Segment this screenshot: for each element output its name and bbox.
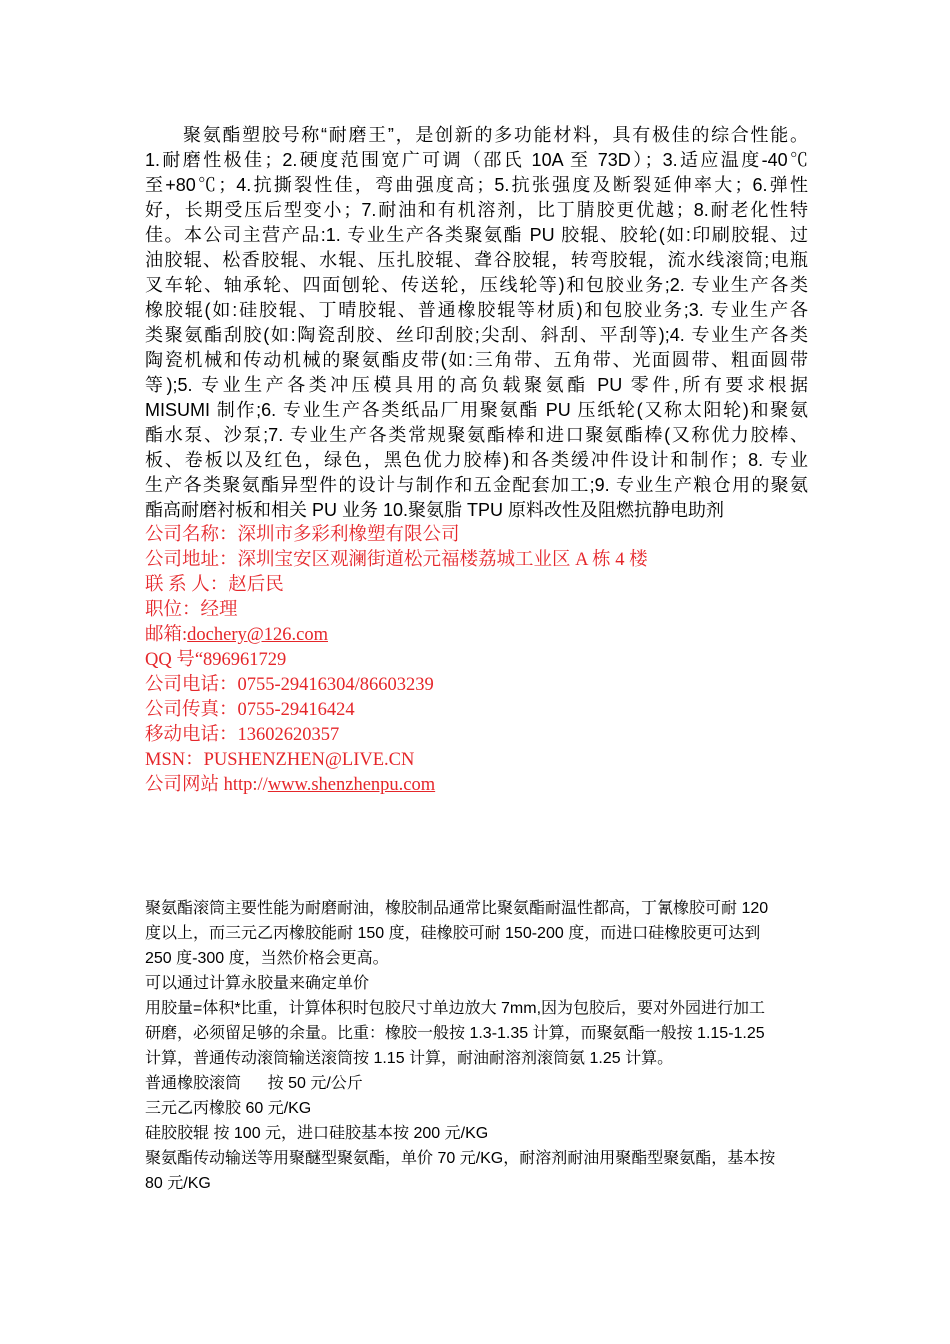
notes-line: 聚氨酯传动输送等用聚醚型聚氨酯，单价 70 元/KG，耐溶剂耐油用聚酯型聚氨酯，基本按 xyxy=(145,1150,776,1167)
notes-line: 普通橡胶滚筒 按 50 元/公斤 xyxy=(145,1075,363,1092)
contact-position: 职位：经理 xyxy=(145,600,238,620)
notes-line: 研磨，必须留足够的余量。比重：橡胶一般按 1.3-1.35 计算，而聚氨酯一般按 1.15-1.25 xyxy=(145,1025,765,1042)
intro-line: 至+80℃；4.抗撕裂性佳，弯曲强度高；5.抗张强度及断裂延伸率大；6.弹性 xyxy=(145,175,808,195)
intro-line: 酯高耐磨衬板和相关 PU 业务 10.聚氨脂 TPU 原料改性及阻燃抗静电助剂 xyxy=(145,500,725,520)
notes-line: 计算，普通传动滚筒输送滚筒按 1.15 计算，耐油耐溶剂滚筒氨 1.25 计算。 xyxy=(145,1050,674,1067)
intro-line: 聚氨酯塑胶号称“耐磨王”，是创新的多功能材料，具有极佳的综合性能。 xyxy=(183,125,808,145)
website-line xyxy=(145,773,845,798)
company-name: 公司名称：深圳市多彩利橡塑有限公司 xyxy=(145,525,460,545)
intro-line: 1.耐磨性极佳；2.硬度范围宽广可调（邵氏 10A 至 73D）；3.适应温度-40℃ xyxy=(145,150,808,170)
intro-line: 类聚氨酯刮胶(如:陶瓷刮胶、丝印刮胶;尖刮、斜刮、平刮等);4. 专业生产各类 xyxy=(145,325,808,345)
intro-line: MISUMI 制作;6. 专业生产各类纸品厂用聚氨酯 PU 压纸轮(又称太阳轮)和聚氨 xyxy=(145,400,808,420)
intro-line: 好，长期受压后型变小；7.耐油和有机溶剂，比丁腈胶更优越；8.耐老化性特 xyxy=(145,200,808,220)
notes-line: 聚氨酯滚筒主要性能为耐磨耐油，橡胶制品通常比聚氨酯耐温性都高，丁氰橡胶可耐 120 xyxy=(145,900,769,917)
msn-account: MSN：PUSHENZHEN@LIVE.CN xyxy=(145,750,415,770)
intro-line: 油胶辊、松香胶辊、水辊、压扎胶辊、聋谷胶辊，转弯胶辊，流水线滚筒;电瓶 xyxy=(145,250,808,270)
intro-line: 等);5. 专业生产各类冲压模具用的高负载聚氨酯 PU 零件,所有要求根据 xyxy=(145,375,808,395)
intro-line: 板、卷板以及红色，绿色，黑色优力胶棒)和各类缓冲件设计和制作；8. 专业 xyxy=(145,450,808,470)
notes-line: 250 度-300 度，当然价格会更高。 xyxy=(145,950,389,967)
intro-line: 橡胶辊(如:硅胶辊、丁晴胶辊、普通橡胶辊等材质)和包胶业务;3. 专业生产各 xyxy=(145,300,808,320)
qq-number: QQ 号“896961729 xyxy=(145,650,287,670)
email-link[interactable]: dochery@126.com xyxy=(187,625,328,645)
notes-line: 三元乙丙橡胶 60 元/KG xyxy=(145,1100,312,1117)
mobile-phone: 移动电话：13602620357 xyxy=(145,725,340,745)
pricing-notes xyxy=(145,896,835,1196)
contact-info xyxy=(145,523,845,798)
notes-line: 度以上，而三元乙丙橡胶能耐 150 度，硅橡胶可耐 150-200 度，而进口硅橡胶更可达到 xyxy=(145,925,761,942)
website-link[interactable]: www.shenzhenpu.com xyxy=(267,775,436,795)
email-label: 邮箱: xyxy=(145,625,188,645)
company-phone: 公司电话：0755-29416304/86603239 xyxy=(145,675,434,695)
notes-line: 80 元/KG xyxy=(145,1175,211,1192)
website-label: 公司网站 http:// xyxy=(145,775,268,795)
notes-line: 用胶量=体积*比重，计算体积时包胶尺寸单边放大 7mm,因为包胶后，要对外园进行加工 xyxy=(145,1000,766,1017)
notes-line: 硅胶胶辊 按 100 元，进口硅胶基本按 200 元/KG xyxy=(145,1125,489,1142)
notes-line: 可以通过计算永胶量来确定单价 xyxy=(145,975,370,992)
intro-paragraph xyxy=(145,123,808,523)
intro-line: 佳。本公司主营产品:1. 专业生产各类聚氨酯 PU 胶辊、胶轮(如:印刷胶辊、过 xyxy=(145,225,808,245)
company-fax: 公司传真：0755-29416424 xyxy=(145,700,355,720)
intro-line: 生产各类聚氨酯异型件的设计与制作和五金配套加工;9. 专业生产粮仓用的聚氨 xyxy=(145,475,808,495)
contact-person: 联 系 人：赵后民 xyxy=(145,575,284,595)
company-address: 公司地址：深圳宝安区观澜街道松元福楼荔城工业区 A 栋 4 楼 xyxy=(145,550,648,570)
intro-line: 陶瓷机械和传动机械的聚氨酯皮带(如:三角带、五角带、光面圆带、粗面圆带 xyxy=(145,350,808,370)
email-line xyxy=(145,623,845,648)
intro-line: 叉车轮、轴承轮、四面刨轮、传送轮，压线轮等)和包胶业务;2. 专业生产各类 xyxy=(145,275,808,295)
intro-line: 酯水泵、沙泵;7. 专业生产各类常规聚氨酯棒和进口聚氨酯棒(又称优力胶棒、 xyxy=(145,425,808,445)
